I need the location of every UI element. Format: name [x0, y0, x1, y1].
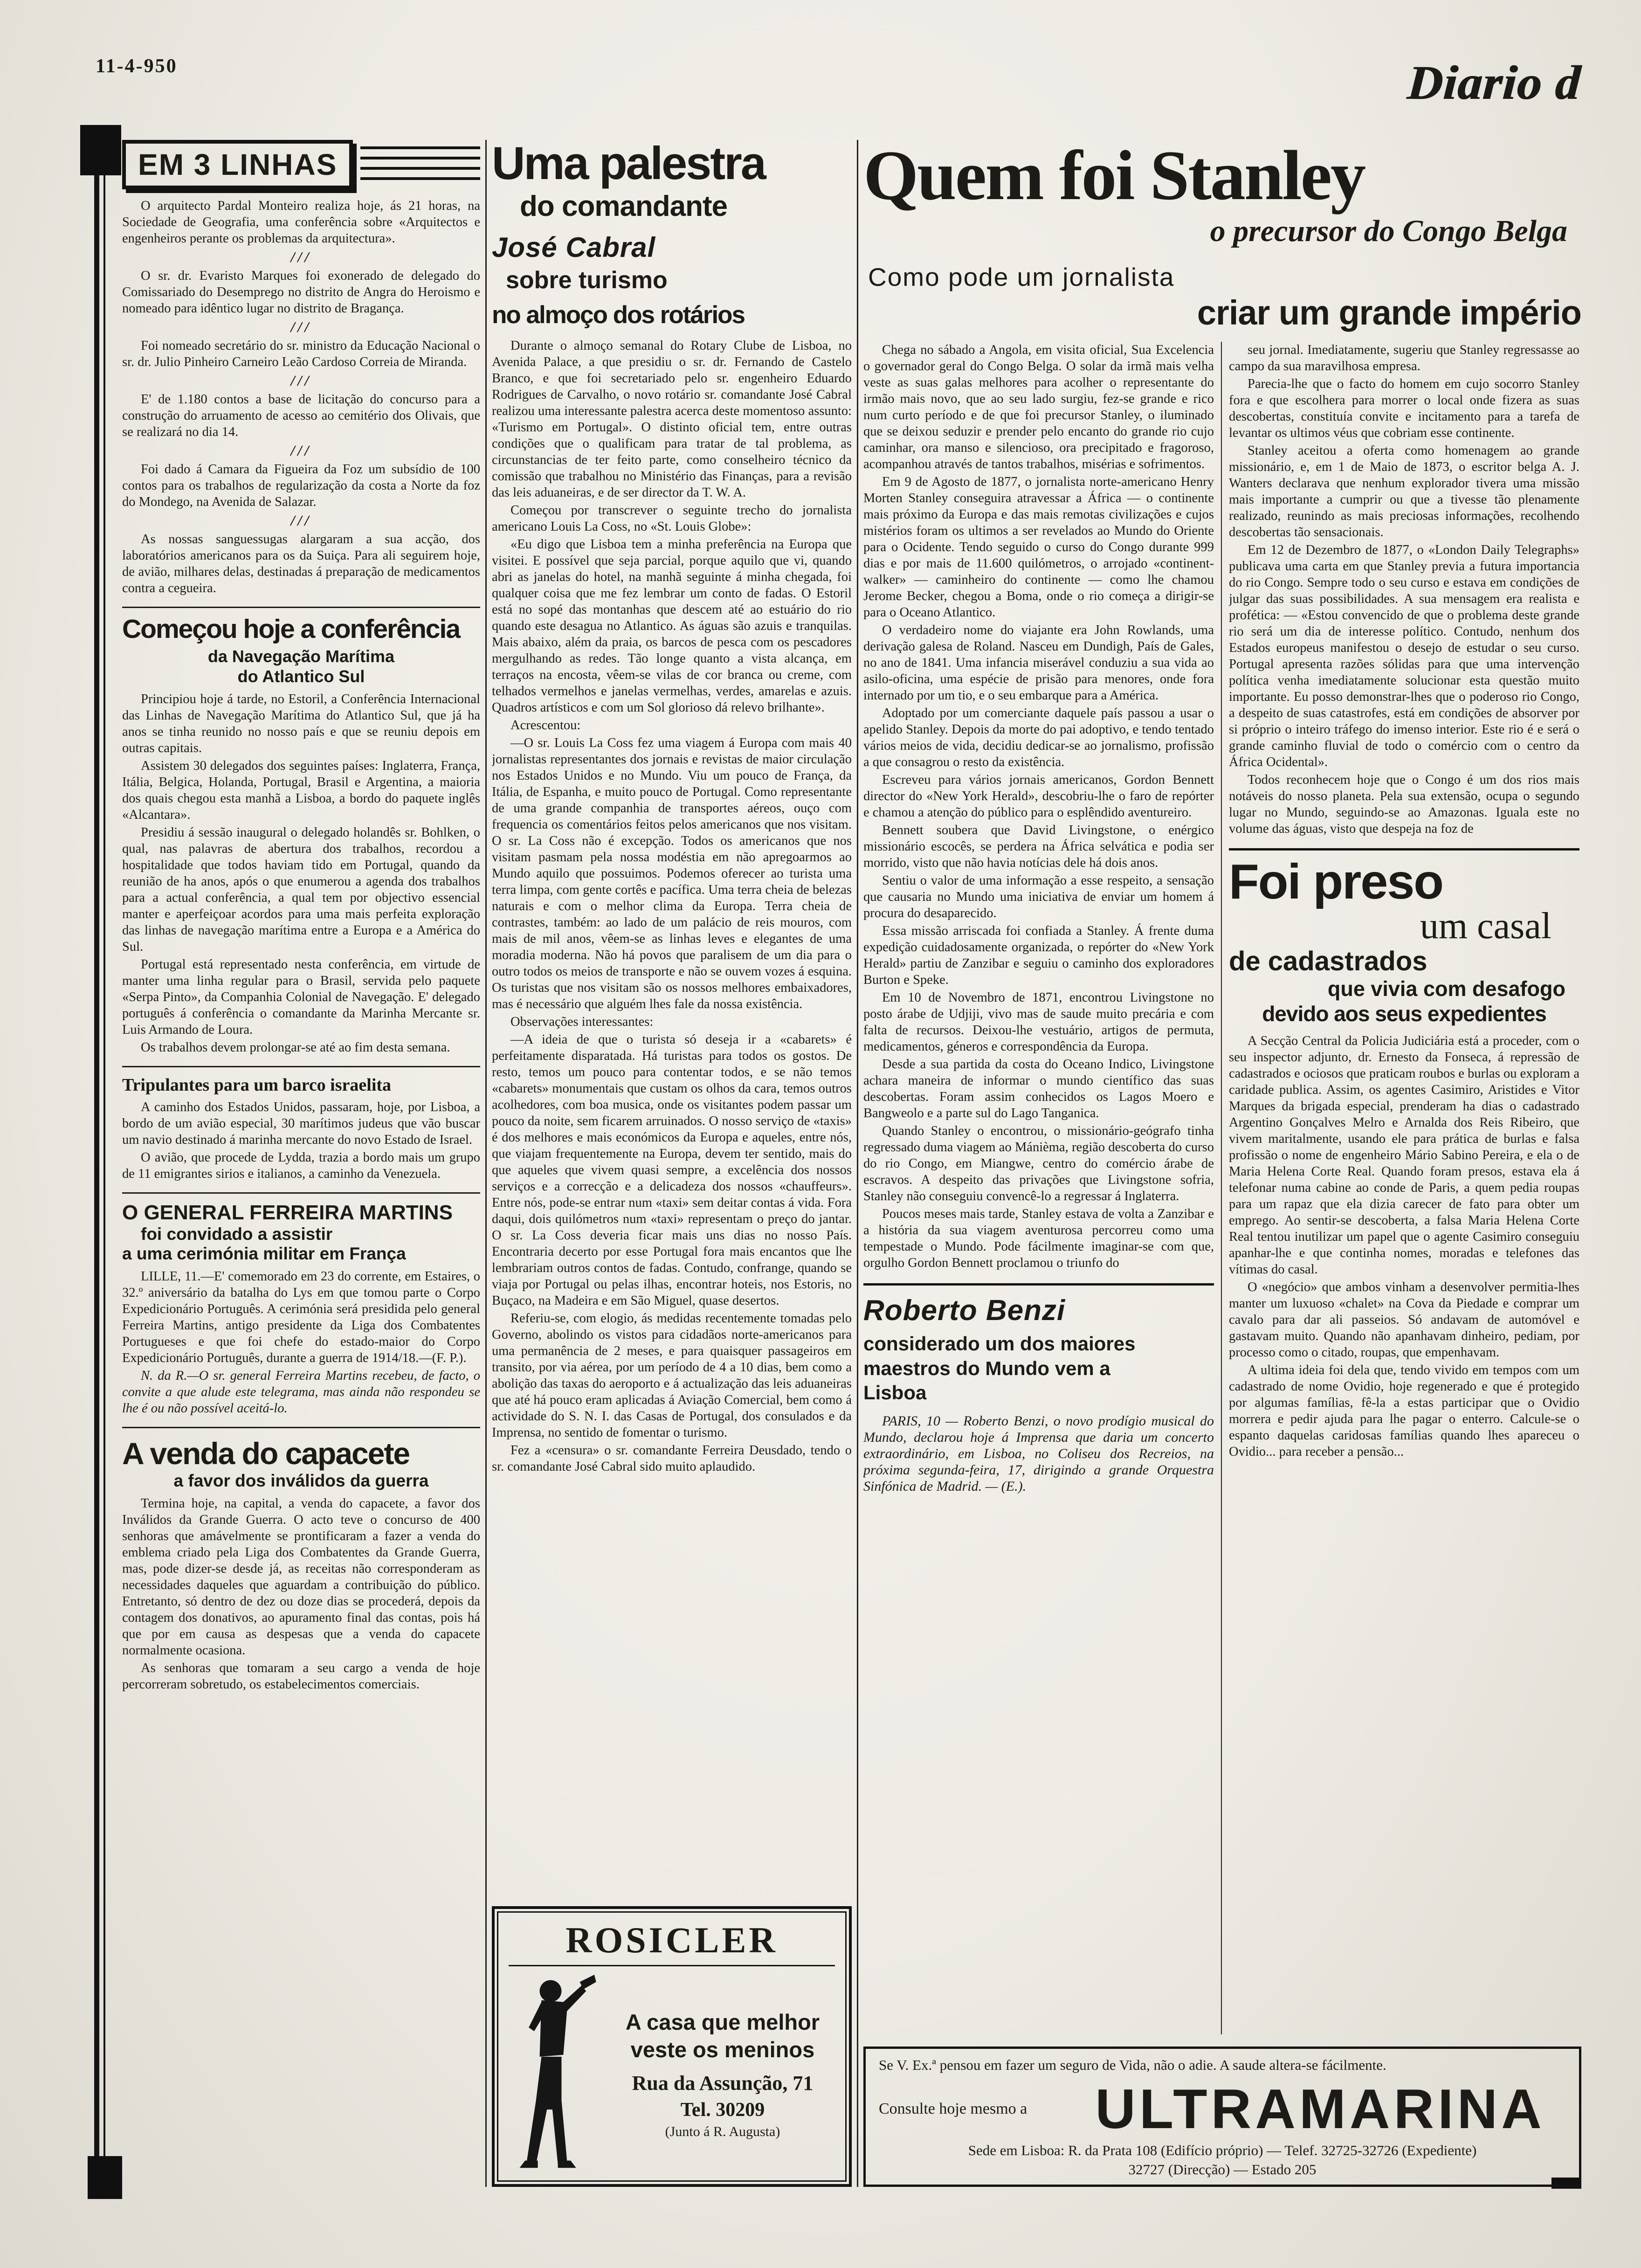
- mascot-figure-icon: [504, 1973, 597, 2176]
- paragraph: Chega no sábado a Angola, em visita oficial, Sua Excelencia o governador geral do Congo Belga. O solar da irmã mais velha veste as suas galas melhores para acolher o representante do irmão mais novo, que ao seu lado surgiu, fez-se grande e rico num curto período e de que foi precursor Stanley, o iluminado que se deixou seduzir e prender pelo encanto do grande rio cujo caminhar, ora manso e silencioso, ora precipitado e fragoroso, acompanhou através de tantos trabalhos, misérias e sofrimentos.: [863, 343, 1214, 471]
- paragraph: As senhoras que tomaram a seu cargo a venda de hoje percorreram sobretudo, os estabelecimentos comerciais.: [122, 1661, 480, 1692]
- news-item: O arquitecto Pardal Monteiro realiza hoje, ás 21 horas, na Sociedade de Geografia, uma conferência sobre «Arquitectos e engenheiros perante os problemas da arquitectura».: [122, 199, 480, 246]
- headline: Roberto Benzi: [863, 1294, 1066, 1327]
- paragraph: Sentiu o valor de uma informação a esse respeito, a sensação que causaria no Mundo uma iniciativa de enviar um homem á procura do desaparecido.: [863, 873, 1214, 920]
- article-roberto-benzi: [863, 1283, 1214, 1494]
- paragraph: Escreveu para vários jornais americanos, Gordon Bennett director do «New York Herald», descobriu-lhe o faro de repórter e chamou a atenção do público para o esplêndido aventureiro.: [863, 773, 1214, 820]
- paragraph: Principiou hoje á tarde, no Estoril, a Conferência Internacional das Linhas de Navegação Marítima do Atlantico Sul, que já ha anos se tinha reunido no nosso país e que se reuniu depois em outras capitais.: [122, 692, 480, 756]
- article-tripulantes: [122, 1066, 480, 1182]
- article-palestra: [492, 140, 852, 1894]
- column-1: [122, 140, 480, 2187]
- paragraph: O verdadeiro nome do viajante era John Rowlands, uma derivação galesa de Roland. Nasceu em Dundigh, País de Gales, no ano de 1841. Uma infancia miserável conduziu a sua vida ao asilo-oficina, uma espécie de prisão para menores, onde fora internado por um tio, e o seu embarque para a América.: [863, 623, 1214, 703]
- paragraph: —A ideia de que o turista só deseja ir a «cabarets» é perfeitamente disparatada. Há turistas para todos os gostos. De resto, temos um pouco para contentar todos, e se não temos «cabarets» monumentais que custam os olhos da cara, temos outros acolhedores, com boa musica, onde os visitantes podem passar um pouco da noite, sem ficarem arruinados. O nosso serviço de «taxis» é dos melhores e mais económicos da Europa e aqueles, entre nós, que viajam frequentemente na Europa, devem ter sentido, mais do que aqueles que vivem quasi sempre, a excelência dos nossos serviços e a correcção e a delicadeza dos nossos «chauffeurs». Entre nós, pode-se entrar num «taxi» sem deitar contas á vida. Fora daqui, dois quilómetros num «taxi» representam o preço do jantar. O sr. La Coss deveria ficar mais uns dias no nosso País. Encontraria decerto por esse Portugal fora mais encantos que lhe lembrariam outros contos de fadas. Contudo, confrange, quando se viaja por Portugal ou pelas ilhas, encontrar hoteis, nos Estoris, no Buçaco, na Madeira e em São Miguel, quase desertos.: [492, 1032, 852, 1308]
- paragraph: N. da R.—O sr. general Ferreira Martins recebeu, de facto, o convite a que alude este telegrama, mas ainda não respondeu se lhe é ou não possível aceitá-lo.: [122, 1369, 480, 1416]
- stanley-column-b: [1229, 342, 1579, 2034]
- article-foi-preso: [1229, 848, 1579, 1460]
- article-venda-capacete: [122, 1427, 480, 1693]
- paragraph: Em 12 de Dezembro de 1877, o «London Daily Telegraphs» publicava uma carta em que Stanley previa a futura importancia do rio Congo. Sempre todo o seu curso e estava em condições de julgar das suas possibilidades. A sua mensagem era realista e profética: — «Estou convencido de que o problema deste grande rio será um dia de interesse político. Contudo, nenhum dos Estados europeus manifestou o desejo de estudar o seu curso. Portugal apresenta razões sólidas para que uma intervenção política venha imediatamente solucionar esta questão muito importante. Eu posso demonstrar-lhes que o poderoso rio Congo, a despeito de suas catastrofes, está em condições de absorver por si próprio o inteiro tráfego do imenso interior. Este rio é e será o grande caminho fluvial de todo o comércio com o centro da África Ocidental».: [1229, 543, 1579, 769]
- paragraph: O avião, que procede de Lydda, trazia a bordo mais um grupo de 11 emigrantes sirios e italianos, a caminho da Venezuela.: [122, 1150, 480, 1182]
- article-body: [122, 691, 480, 1056]
- ultramarina-brand: ULTRAMARINA: [1095, 2078, 1545, 2141]
- ultramarina-middle: [879, 2077, 1566, 2141]
- news-item: Foi nomeado secretário do sr. ministro da Educação Nacional o sr. dr. Julio Pinheiro Carneiro Leão Cardoso Correia de Miranda.: [122, 339, 480, 369]
- subheadline: um casal: [1420, 906, 1551, 947]
- headline: A venda do capacete: [122, 1436, 410, 1471]
- item-separator: ///: [290, 318, 312, 335]
- article-body: [122, 1268, 480, 1366]
- paragraph: Poucos meses mais tarde, Stanley estava de volta a Zanzibar e a história da sua viagem aventurosa percorreu como uma tempestade o Mundo. Pode fácilmente imaginar-se com que, orgulho Gordon Bennett proclamou o triunfo do: [863, 1207, 1214, 1270]
- subheadline: a favor dos inválidos da guerra: [173, 1471, 429, 1491]
- paragraph: Adoptado por um comerciante daquele país passou a usar o apelido Stanley. Depois da morte do pai adoptivo, e tendo tentado vários meios de vida, decidiu dedicar-se ao jornalismo, profissão a que consagrou o resto da existência.: [863, 706, 1214, 769]
- paragraph: «Eu digo que Lisboa tem a minha preferência na Europa que visitei. E possível que seja parcial, porque aquilo que vi, quando abri as janelas do hotel, na manhã seguinte á minha chegada, foi qualquer coisa que me fez lembrar um conto de fadas. O Estoril está no sopé das montanhas que descem até ao estuário do rio quando este desagua no Atlantico. As águas são azuis e tranquilas. Mais abaixo, além da praia, os barcos de pesca com os pescadores mergulhando as redes. Tão longe quanto a vista alcança, em terraços na encosta, vêem-se vilas de cor branca ou creme, com telhados vermelhos e janelas vermelhas, verdes, amarelas e azuis. Quadros artísticos e com um Sol glorioso dá relevo brilhante».: [492, 537, 852, 715]
- em-3-linhas-title: EM 3 LINHAS: [122, 140, 353, 189]
- corner-mark-bottom-left: [88, 2156, 122, 2199]
- paragraph: Essa missão arriscada foi confiada a Stanley. Á frente duma expedição cuidadosamente organizada, o repórter do «New York Herald» partiu de Zanzibar e seguiu o caminho dos exploradores Burton e Speke.: [863, 924, 1214, 987]
- news-item: E' de 1.180 contos a base de licitação do concurso para a construção do arruamento de acesso ao cemitério dos Olivais, que se realizará no dia 14.: [122, 392, 480, 439]
- subheadline: devido aos seus expedientes: [1262, 1002, 1546, 1026]
- rosicler-tagline: A casa que melhor veste os meninos: [625, 2010, 820, 2062]
- rosicler-phone: Tel. 30209: [680, 2099, 765, 2121]
- page-header: [96, 55, 1583, 111]
- stanley-column-a: [863, 342, 1214, 2034]
- paragraph: Começou por transcrever o seguinte trecho do jornalista americano Louis La Coss, no «St. Louis Globe»:: [492, 503, 852, 534]
- column-3: [863, 140, 1581, 2187]
- paragraph: A caminho dos Estados Unidos, passaram, hoje, por Lisboa, a bordo de um avião especial, 30 marítimos judeus que vão buscar um navio destinado á marinha mercante do novo Estado de Israel.: [122, 1100, 480, 1148]
- ornament-lines: [360, 146, 480, 183]
- ultramarina-address: Sede em Lisboa: R. da Prata 108 (Edifício próprio) — Telef. 32725-32726 (Expediente): [968, 2142, 1477, 2159]
- headline: Começou hoje a conferência: [122, 614, 460, 644]
- kicker: Como pode um jornalista: [868, 263, 1175, 291]
- article-conferencia: [122, 607, 480, 1056]
- article-general-ferreira-martins: [122, 1192, 480, 1417]
- page-content: [122, 140, 1582, 2187]
- em-3-linhas-items: [122, 198, 480, 596]
- column-rule: [485, 140, 487, 2187]
- article-body: [1229, 342, 1579, 837]
- column-rule: [1221, 342, 1222, 2034]
- stanley-columns: [863, 342, 1581, 2034]
- item-separator: ///: [290, 442, 312, 459]
- headline: Foi preso: [1229, 854, 1443, 909]
- rosicler-address: Rua da Assunção, 71: [632, 2071, 814, 2095]
- paragraph: PARIS, 10 — Roberto Benzi, o novo prodígio musical do Mundo, declarou hoje á Imprensa que daria um concerto extraordinário, em Lisboa, no Coliseu dos Recreios, na próxima segunda-feira, 17, dirigindo a grande Orquestra Sinfónica de Madrid. — (E.).: [863, 1413, 1214, 1494]
- paragraph: Assistem 30 delegados dos seguintes países: Inglaterra, França, Itália, Belgica, Holanda, Portugal, Brasil e Argentina, a maioria dos quais chegou esta manhã a Lisboa, a bordo do paquete inglês «Alcantara».: [122, 759, 480, 823]
- item-separator: ///: [290, 372, 312, 389]
- masthead: Diario d: [1405, 56, 1583, 110]
- em-3-linhas-header: [122, 140, 480, 189]
- ultramarina-intro: Se V. Ex.ª pensou em fazer um seguro de Vida, não o adie. A saude altera-se fácilmente.: [879, 2056, 1386, 2073]
- column-rule: [857, 140, 858, 2187]
- paragraph: Acrescentou:: [510, 718, 581, 733]
- item-separator: ///: [290, 249, 312, 265]
- subheadline: foi convidado a assistir: [141, 1224, 333, 1244]
- issue-date: 11-4-950: [96, 55, 178, 77]
- paragraph: Parecia-lhe que o facto do homem em cujo socorro Stanley fora e que escolhera para morrer o local onde fizera as suas descobertas, constituía convite e incitamento para a tarefa de levantar os ultimos véus que cobriam esse continente.: [1229, 377, 1579, 440]
- article-body: [492, 338, 852, 1475]
- rosicler-ad-content: [504, 1973, 840, 2176]
- subheadline: do Atlantico Sul: [237, 667, 365, 686]
- page-spine-rule: [94, 136, 105, 2189]
- paragraph: O «negócio» que ambos vinham a desenvolver permitia-lhes manter um luxuoso «chalet» na Cova da Piedade e comprar um cavalo para dar ali passeios. Só andavam de automóvel e gastavam muito. Quando não apanhavam dinheiro, pediam, por processo como o citado, roupas, que empenhavam.: [1229, 1280, 1579, 1360]
- ultramarina-address-2: 32727 (Direcção) — Estado 205: [1128, 2161, 1317, 2178]
- paragraph: Todos reconhecem hoje que o Congo é um dos rios mais notáveis do nosso planeta. Pela sua extensão, ocupa o segundo lugar no Mundo, seguindo-se ao Amazonas. Iguala este no volume das águas, visto que despeja na foz de: [1229, 773, 1579, 836]
- ultramarina-ad: [863, 2047, 1581, 2187]
- article-body: [1229, 1033, 1579, 1460]
- paragraph: Em 10 de Novembro de 1871, encontrou Livingstone no posto árabe de Udjiji, vivo mas de saude muito precária e com falta de recursos. Deixou-lhe vestuário, artigos de permuta, medicamentos, géneros e correspondência da Europa.: [863, 990, 1214, 1054]
- paragraph: Fez a «censura» o sr. comandante Ferreira Deusdado, tendo o sr. comandante José Cabral sido muito aplaudido.: [492, 1443, 852, 1474]
- subheadline: do comandante: [520, 190, 728, 222]
- paragraph: —O sr. Louis La Coss fez uma viagem á Europa com mais 40 jornalistas representantes dos jornais e revistas de maior circulação nos Estados Unidos e no Mundo. Viu um pouco de França, da Itália, de Espanha, e muito pouco de Portugal. Como representante de uma grande companhia de transportes aéreos, ouço com frequencia os comentários feitos pelos americanos que nos visitam. O sr. La Coss não é excepção. Todos os americanos que nos visitam pasmam pela nossa modéstia em não apregoarmos ao Mundo aquilo que possuimos. Podemos oferecer ao turista uma terra limpa, com gente cortês e pacífica. Uma terra cheia de belezas naturais e com o melhor clima da Europa. Terra cheia de contrastes, também: ao lado de um palácio de reis mouros, com mais de mil anos, vêem-se as linhas leves e elegantes de uma moradia moderna. Não há povos que paralisem de um dia para o outro todos os meios de transporte e não se ouvem vozes á esquina. Os turistas que nos visitam são os nossos melhores embaixadores, mas é necessário que alguém lhes fale da nossa existência.: [492, 736, 852, 1011]
- stanley-header: [863, 140, 1581, 342]
- rosicler-ad: [492, 1906, 852, 2187]
- editor-note: [122, 1368, 480, 1417]
- paragraph: Desde a sua partida da costa do Oceano Indico, Livingstone achara maneira de informar o mundo científico das suas descobertas. Foram assim conhecidos os Lagos Moero e Bangweolo e a parte sul do Lago Tanganica.: [863, 1057, 1214, 1120]
- paragraph: Referiu-se, com elogio, ás medidas recentemente tomadas pelo Governo, abolindo os vistos para cidadãos norte-americanos para uma permanência de 2 meses, e para quaisquer passageiros em transito, por via aérea, por um período de 4 a 10 dias, bem como a abolição das taxas do aeroporto e á actualização das leis aduaneiras que até há pouco eram aplicadas á Aviação Comercial, bem como á actividade do S. N. I. das Casas de Portugal, dos consulados e da Imprensa, no sentido de fomentar o turismo.: [492, 1311, 852, 1440]
- corner-mark-top-left: [80, 125, 121, 175]
- item-separator: ///: [290, 512, 312, 529]
- paragraph: Quando Stanley o encontrou, o missionário-geógrafo tinha regressado duma viagem ao Mánièma, região descoberta do curso do rio Congo, em Miangwe, centro do comércio árabe de escravos. A despeito das privações que Livingstone sofria, Stanley não conseguiu convencê-lo a regressar á Inglaterra.: [863, 1124, 1214, 1203]
- rosicler-ad-text: [606, 2009, 840, 2140]
- paragraph: A ultima ideia foi dela que, tendo vivido em tempos com um cadastrado de nome Ovidio, hoje regenerado e que é protegido por algumas famílias, fê-la a estas participar que o Ovidio morrera e pedir ajuda para lhe pagar o enterro. Calcule-se o espanto daquelas caridosas famílias quando lhes apareceu o Ovidio... para receber a pensão...: [1229, 1363, 1579, 1459]
- ultramarina-consult: Consulte hoje mesmo a: [879, 2100, 1027, 2117]
- subheadline: sobre turismo: [506, 267, 668, 294]
- paragraph: Observações interessantes:: [510, 1015, 654, 1029]
- subheadline: da Navegação Marítima: [207, 646, 395, 666]
- subheadline: o precursor do Congo Belga: [1210, 214, 1567, 248]
- paragraph: Bennett soubera que David Livingstone, o enérgico missionário escocês, se perdera na África selvática e podia ser morrido, visto que não havia notícias dele há dois anos.: [863, 823, 1214, 870]
- column-2: [492, 140, 852, 2187]
- rosicler-note: (Junto á R. Augusta): [665, 2123, 780, 2139]
- news-item: O sr. dr. Evaristo Marques foi exonerado de delegado do Comissariado do Desemprego no distrito de Angra do Heroismo e nomeado para idêntico lugar no distrito de Bragança.: [122, 269, 480, 316]
- subheadline: de cadastrados: [1229, 946, 1427, 976]
- article-body: [122, 1099, 480, 1182]
- subheadline: que vivia com desafogo: [1327, 977, 1565, 1001]
- headline: Quem foi Stanley: [863, 140, 1365, 214]
- headline: Tripulantes para um barco israelita: [122, 1075, 392, 1095]
- article-body: [863, 342, 1214, 1271]
- paragraph: seu jornal. Imediatamente, sugeriu que Stanley regressasse ao campo da sua maravilhosa empresa.: [1229, 343, 1579, 373]
- paragraph: LILLE, 11.—E' comemorado em 23 do corrente, em Estaires, o 32.º aniversário da batalha do Lys em que tomou parte o Corpo Expedicionário Português. A cerimónia será presidida pelo general Ferreira Martins, antigo presidente da Liga dos Combatentes Portugueses e que foi chefe do estado-maior do Corpo Expedicionário Português, durante a guerra de 1914/18.—(F. P.).: [122, 1269, 480, 1366]
- headline: O GENERAL FERREIRA MARTINS: [122, 1201, 453, 1224]
- paragraph: Termina hoje, na capital, a venda do capacete, a favor dos Inválidos da Grande Guerra. O acto teve o concurso de 400 senhoras que amávelmente se prontificaram a fazer a venda do emblema criado pela Liga dos Combatentes da Grande Guerra, mas, pode dizer-se desde já, as receitas não corresponderam as necessidades daqueles que aguardam a contribuição do público. Entretanto, só dentro de dez ou doze dias se procederá, depois da contagem dos donativos, ao apuramento final das contas, pois há que por em causa as despesas que a venda do capacete normalmente ocasiona.: [122, 1496, 480, 1658]
- paragraph: Os trabalhos devem prolongar-se até ao fim desta semana.: [141, 1040, 450, 1055]
- paragraph: Portugal está representado nesta conferência, em virtude de manter uma linha regular para o Brasil, servida pelo paquete «Serpa Pinto», da Companhia Colonial de Navegação. E' delegado português á conferência o comandante da Marinha Mercante sr. Luis Armando de Loura.: [122, 957, 480, 1037]
- subheadline: a uma cerimónia militar em França: [122, 1244, 406, 1264]
- headline: Uma palestra: [492, 140, 765, 189]
- article-body: [122, 1495, 480, 1693]
- news-item: As nossas sanguessugas alargaram a sua acção, dos laboratórios americanos para os da Suiça. Para ali seguirem hoje, de avião, milhares delas, destinadas á preparação de medicamentos contra a cegueira.: [122, 532, 480, 595]
- rosicler-brand: ROSICLER: [509, 1919, 835, 1966]
- subheadline: considerado um dos maiores maestros do Mundo vem a Lisboa: [863, 1333, 1136, 1404]
- paragraph: A Secção Central da Policia Judiciária está a proceder, com o seu inspector adjunto, dr. Ernesto da Fonseca, á repressão de cadastrados e ociosos que praticam roubos e burlas ou exploram a caridade publica. Assim, os agentes Casimiro, Aristides e Vitor Marques da brigada especial, prenderam ha dias o cadastrado Argentino Gonçalves Melro e Arnalda dos Reis Ribeiro, que vivem maritalmente, usando ele para prática de burlas e falsa profissão o nome de engenheiro Mário Sabino Pereira, e ela o de Maria Helena Corte Real. Quando foram presos, estava ela á telefonar numa cabine ao conde de Paris, a quem pedia roupas para um rapaz que ela dizia carecer de fato para obter um emprego. Ao sentir-se descoberta, a falsa Maria Helena Corte Real tentou inutilizar um papel que o agente Casimiro conseguiu apanhar-lhe e que continha nomes, moradas e telefones das vítimas do casal.: [1229, 1034, 1579, 1277]
- subheadline: no almoço dos rotários: [492, 301, 745, 329]
- paragraph: Durante o almoço semanal do Rotary Clube de Lisboa, no Avenida Palace, a que presidiu o sr. dr. Fernando de Castelo Branco, e que foi secretariado pelo sr. engenheiro Eduardo Rodrigues de Carvalho, o novo rotário sr. comandante José Cabral realizou uma interessante palestra acerca deste momentoso assunto: «Turismo em Portugal». O distinto oficial tem, entre outras condições que o qualificam para tratar de tal problema, as circunstancias de ter feito parte, como conselheiro técnico da comissão que trabalhou no Ministério das Finanças, para a revisão das leis aduaneiras, e de ser director da T. W. A.: [492, 339, 852, 500]
- paragraph: Stanley aceitou a oferta como homenagem ao grande missionário, e, em 1 de Maio de 1873, o escritor belga A. J. Wanters declarava que nenhum explorador tivera uma missão mais importante a cumprir ou que a tivesse tão plenamente realizado, reunindo as mais preciosas informações, recolhendo descobertas tão sensacionais.: [1229, 443, 1579, 539]
- paragraph: Presidiu á sessão inaugural o delegado holandês sr. Bohlken, o qual, nas palavras de abertura dos trabalhos, recordou a hospitalidade que todos haviam tido em Portugal, quando da reunião de ha anos, após o que enumerou a agenda dos trabalhos para a actual conferência, a qual tem por objectivo essencial manter e aperfeiçoar acordos para uma mais perfeita exploração das linhas de navegação marítima entre a Europa e a América do Sul.: [122, 825, 480, 954]
- paragraph: Em 9 de Agosto de 1877, o jornalista norte-americano Henry Morten Stanley conseguira atravessar a África — o continente mais próximo da Europa e das mais remotas civilizações e cujos mistérios foram os ultimos a ser revelados ao Mundo do Oriente para o Ocidente. Tendo seguido o curso do Congo durante 999 dias e por mais de 11.600 quilómetros, o arrojado «continent-walker» — caminheiro do continente — como lhe chamou Jerome Becker, chegou a Boma, onde o rio começa a dirigir-se para o Oceano Atlantico.: [863, 475, 1214, 620]
- news-item: Foi dado á Camara da Figueira da Foz um subsídio de 100 contos para os trabalhos de regularização da costa a Norte da foz do Mondego, na Avenida de Salazar.: [122, 462, 480, 509]
- kicker: criar um grande império: [1197, 293, 1581, 332]
- subheadline: José Cabral: [492, 232, 656, 263]
- article-body: [863, 1413, 1214, 1494]
